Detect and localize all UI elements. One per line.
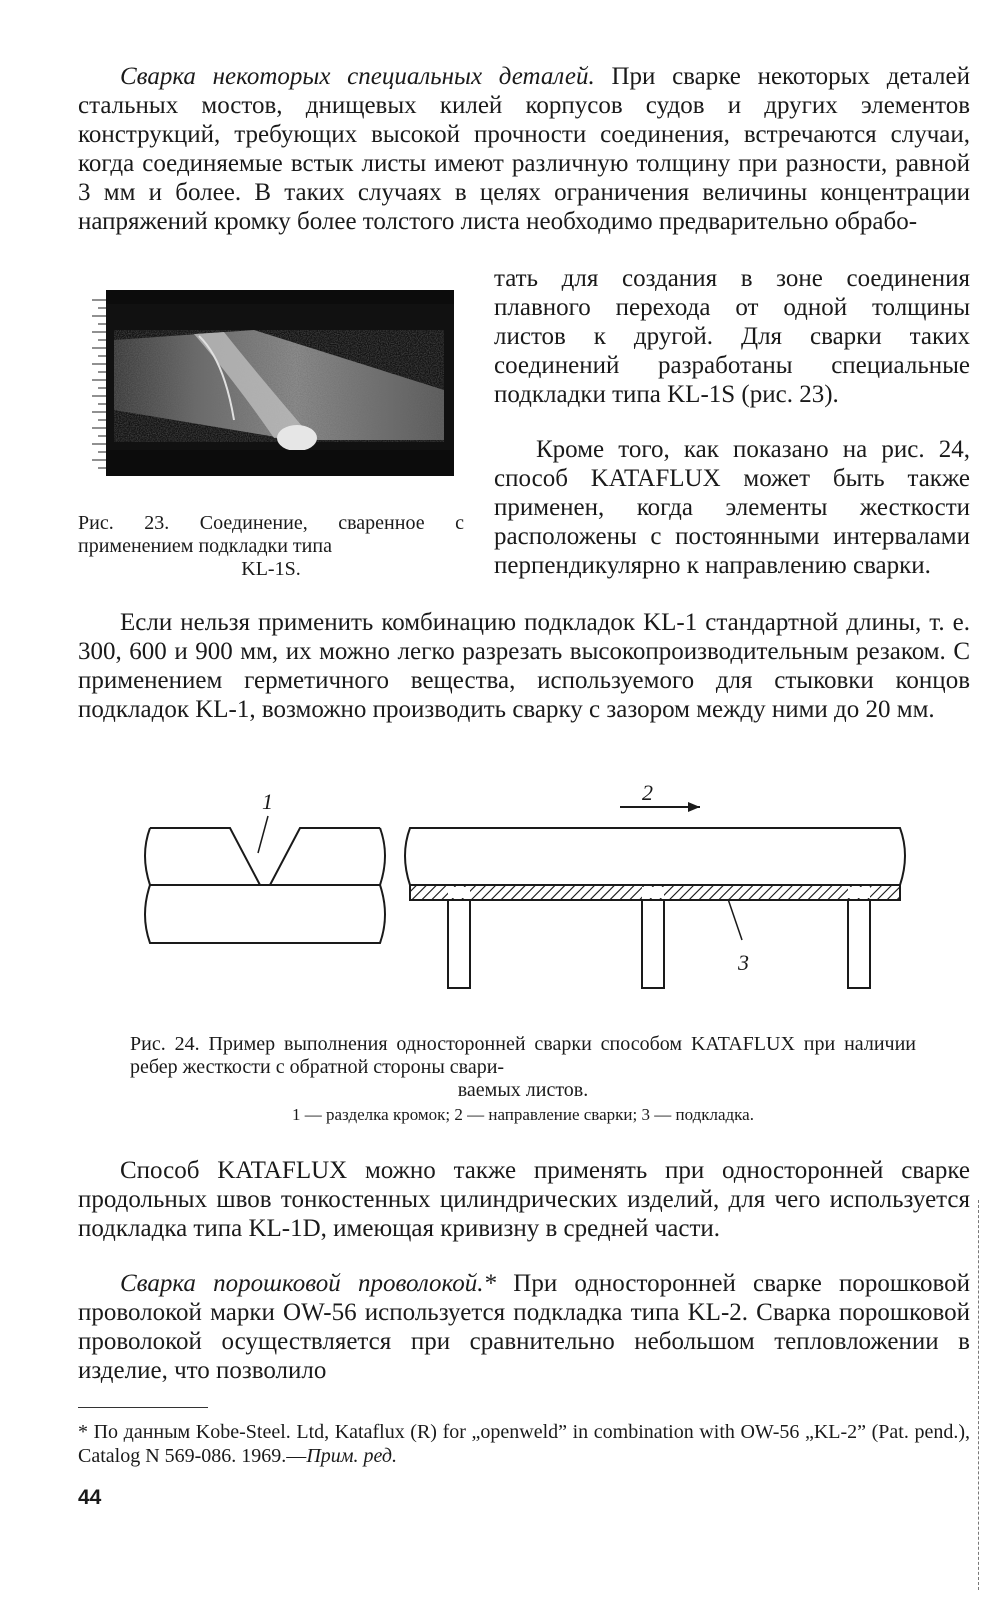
footnote [78, 1420, 970, 1468]
paragraph-heading: Сварка некоторых специальных деталей. [120, 63, 595, 90]
footnote-editor-note: Прим. ред. [306, 1445, 398, 1467]
figure-24-caption [130, 1033, 916, 1102]
figure-24-caption-main: Рис. 24. Пример выполнения односторонней сварки способом KATAFLUX при наличии ребер жесткости с обратной стороны свари- [130, 1033, 916, 1078]
weld-cross-section-photo [84, 290, 458, 480]
scan-margin-line [978, 1200, 979, 1590]
footnote-text: * По данным Kobe-Steel. Ltd, Kataflux (R) for „openweld” in combination with OW-56 „KL-2” (Pat. pend.), Catalog N 569-086. 1969.— [78, 1421, 970, 1467]
label-3-leader [728, 899, 742, 940]
paragraph-kl1-cutting: Если нельзя применить комбинацию подкладок KL-1 стандартной длины, т. е. 300, 600 и 900 мм, их можно легко разрезать высокопроизводительным резаком. С применением герметичного вещества, используемого для стыковки концов подкладок KL-1, возможно производить сварку с зазором между ними до 20 мм. [78, 609, 970, 723]
paragraph-kl1d: Способ KATAFLUX можно также применять при односторонней сварке продольных швов тонкостенных цилиндрических изделий, для чего используется подкладка типа KL-1D, имеющая кривизну в средней части. [78, 1157, 970, 1242]
paragraph-stiffeners: Кроме того, как показано на рис. 24, способ KATAFLUX может быть также применен, когда элементы жесткости расположены с постоянными интервалами перпендикулярно к направлению сварки. [494, 436, 970, 579]
paragraph-heading: Сварка порошковой проволокой.* [120, 1270, 497, 1297]
label-1: 1 [262, 789, 273, 814]
label-2: 2 [642, 780, 653, 805]
figure-24-legend: 1 — разделка кромок; 2 — направление сварки; 3 — подкладка. [292, 1105, 754, 1124]
figure-23-caption-last: KL-1S. [241, 558, 301, 580]
footnote-divider [78, 1407, 208, 1408]
label-3: 3 [738, 950, 749, 975]
paragraph-text: При односторонней сварке порошковой проволокой марки OW-56 используется подкладка типа KL-2. Сварка порошковой проволокой осуществляется при сравнительно небольшом тепловложении в изделие, что позволило [78, 1270, 971, 1384]
figure-24-caption-last: ваемых листов. [457, 1079, 589, 1101]
figure-24-left-joint [145, 828, 385, 943]
paragraph-text: При сварке некоторых деталей стальных мостов, днищевых килей корпусов судов и других элементов конструкций, требующих высокой прочности соединения, встречаются случаи, когда соединяемые встык листы имеют различную толщину при разности, равной 3 мм и более. В таких случаях в целях ограничения величины концентрации напряжений кромку более толстого листа необходимо предварительно обрабо- [78, 63, 971, 235]
figure-24-right-joint [405, 828, 905, 988]
figure-23-caption [78, 512, 464, 581]
paragraph-flux-cored-wire [78, 1269, 970, 1385]
page-number: 44 [78, 1486, 102, 1509]
figure-24-diagram [140, 775, 920, 1025]
label-1-leader [258, 816, 268, 853]
figure-23-caption-main: Рис. 23. Соединение, сваренное с применением подкладки типа [78, 512, 464, 557]
paragraph-special-parts [78, 62, 970, 236]
paragraph-special-parts-continuation: тать для создания в зоне соединения плавного перехода от одной толщины листов к другой. Для сварки таких соединений разработаны специальные подкладки типа KL-1S (рис. 23). [494, 265, 970, 408]
